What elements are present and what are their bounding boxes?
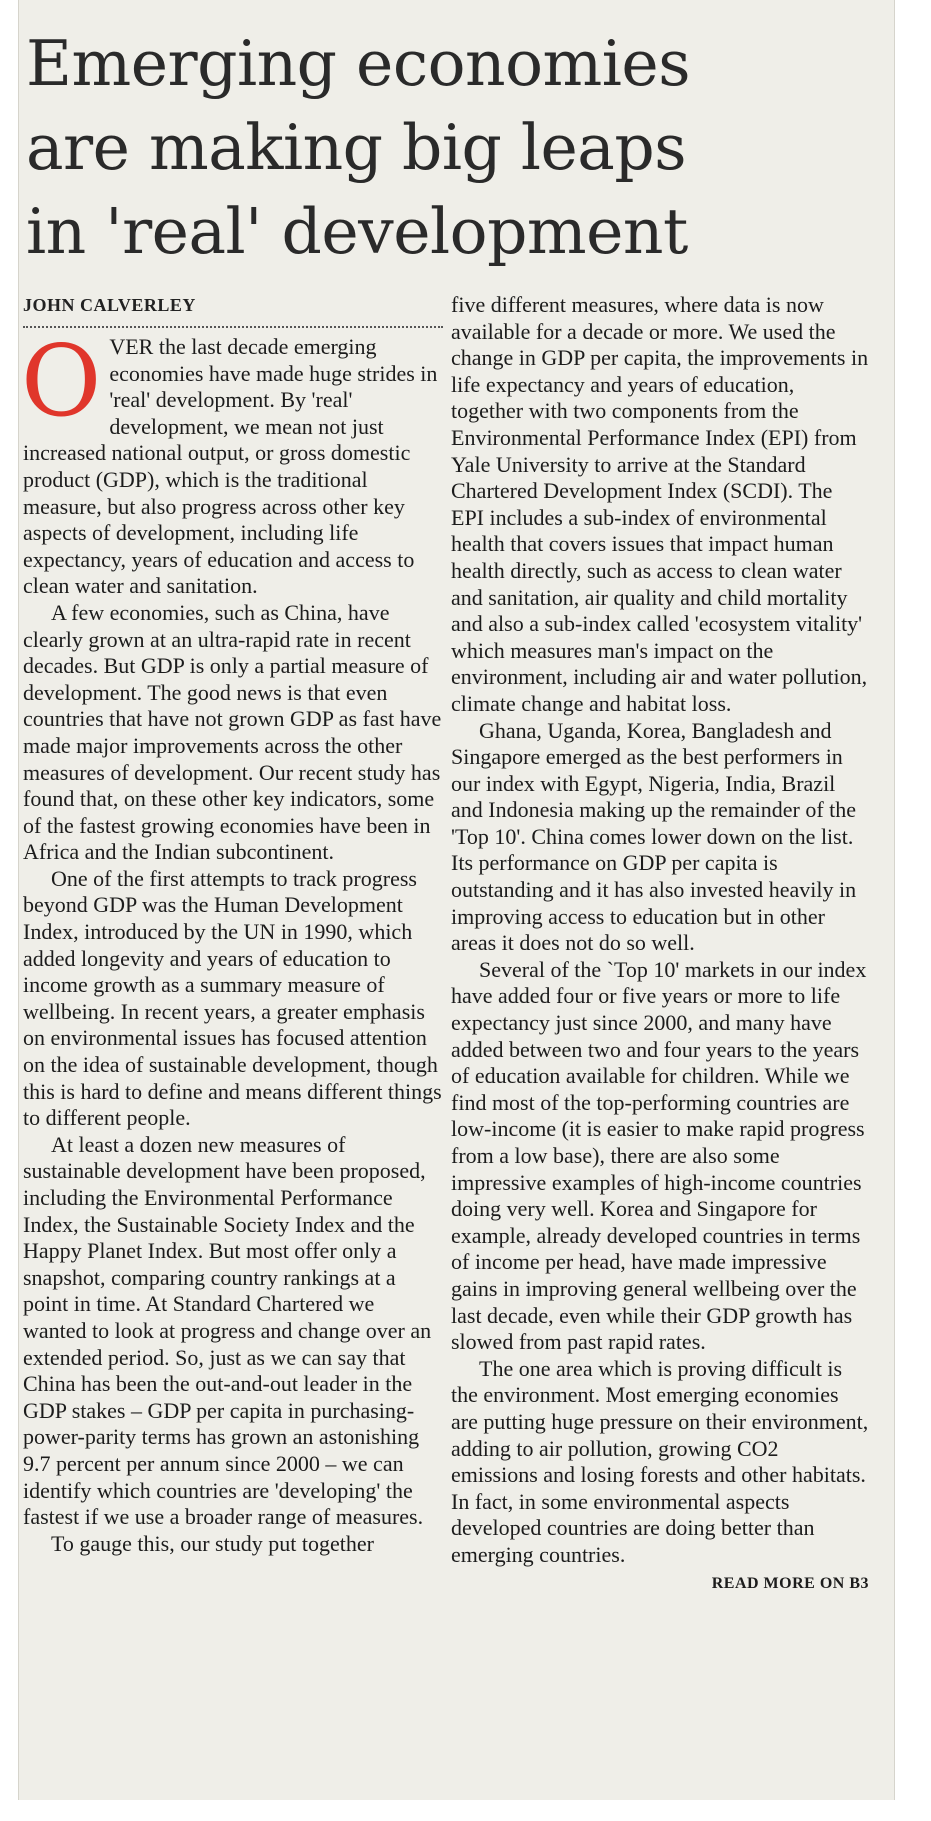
- paragraph-2: A few economies, such as China, have clearly grown at an ultra-rapid rate in recent decades. But GDP is only a partial measure of development. The good news is that even countries that have not grown GDP as fast have made major improvements across the other measures of development. Our recent study has found that, on these other key indicators, some of the fastest growing economies have been in Africa and the Indian subcontinent.: [23, 599, 442, 865]
- paragraph-5: To gauge this, our study put together: [51, 1530, 374, 1556]
- headline-line-3: in 'real' development: [26, 195, 688, 268]
- paragraph-1-text: VER the last decade emerging economies have made huge strides in 'real' development. By 'real' development, we mean not just increased national output, or gross domestic product (GDP), which is the traditional measure, but also progress across other key aspects of development, including life expectancy, years of education and access to clean water and sanitation.: [23, 334, 438, 599]
- drop-cap: O: [21, 325, 102, 439]
- headline-line-2: are making big leaps: [26, 111, 687, 184]
- paragraph-8: The one area which is proving difficult is the environment. Most emerging economies are putting huge pressure on their environment, adding to air pollution, growing CO2 emissions and losing forests and other habitats. In fact, in some environmental aspects developed countries are doing better than emerging countries.: [451, 1355, 869, 1567]
- paragraph-6: Ghana, Uganda, Korea, Bangladesh and Singapore emerged as the best performers in our index with Egypt, Nigeria, India, Brazil and Indonesia making up the remainder of the 'Top 10'. China comes lower down on the list. Its performance on GDP per capita is outstanding and it has also invested heavily in improving access to education but in other areas it does not do so well.: [451, 717, 857, 956]
- paragraph-4: At least a dozen new measures of sustainable development have been proposed, including the Environmental Performance Index, the Sustainable Society Index and the Happy Planet Index. But most offer only a snapshot, comparing country rankings at a point in time. At Standard Chartered we wanted to look at progress and change over an extended period. So, just as we can say that China has been the out-and-out leader in the GDP stakes – GDP per capita in purchasing-power-parity terms has grown an astonishing 9.7 percent per annum since 2000 – we can identify which countries are 'developing' the fastest if we use a broader range of measures.: [23, 1131, 432, 1530]
- paragraph-3: One of the first attempts to track progress beyond GDP was the Human Development Index, introduced by the UN in 1990, which added longevity and years of education to income growth as a summary measure of wellbeing. In recent years, a greater emphasis on environmental issues has focused attention on the idea of sustainable development, though this is hard to define and means different things to different people.: [23, 865, 442, 1131]
- article-column-left: [23, 292, 443, 1557]
- headline-line-1: Emerging economies: [26, 27, 691, 100]
- headline: [26, 22, 866, 274]
- paragraph-5-continued: five different measures, where data is now available for a decade or more. We used the change in GDP per capita, the improvements in life expectancy and years of education, together with two components from the Environmental Performance Index (EPI) from Yale University to arrive at the Standard Chartered Development Index (SCDI). The EPI includes a sub-index of environmental health that covers issues that impact human health directly, such as access to clean water and sanitation, air quality and child mortality and also a sub-index called 'ecosystem vitality' which measures man's impact on the environment, including air and water pollution, climate change and habitat loss.: [451, 292, 869, 716]
- article-column-right: [451, 292, 869, 1597]
- read-more-link[interactable]: READ MORE ON B3: [711, 1574, 869, 1592]
- paragraph-7: Several of the `Top 10' markets in our index have added four or five years or more to life expectancy just since 2000, and many have added between two and four years to the years of education available for children. While we find most of the top-performing countries are low-income (it is easier to make rapid progress from a low base), there are also some impressive examples of high-income countries doing very well. Korea and Singapore for example, already developed countries in terms of income per head, have made impressive gains in improving general wellbeing over the last decade, even while their GDP growth has slowed from past rapid rates.: [451, 956, 867, 1355]
- paragraph-1: [21, 325, 443, 600]
- byline: JOHN CALVERLEY: [23, 295, 196, 315]
